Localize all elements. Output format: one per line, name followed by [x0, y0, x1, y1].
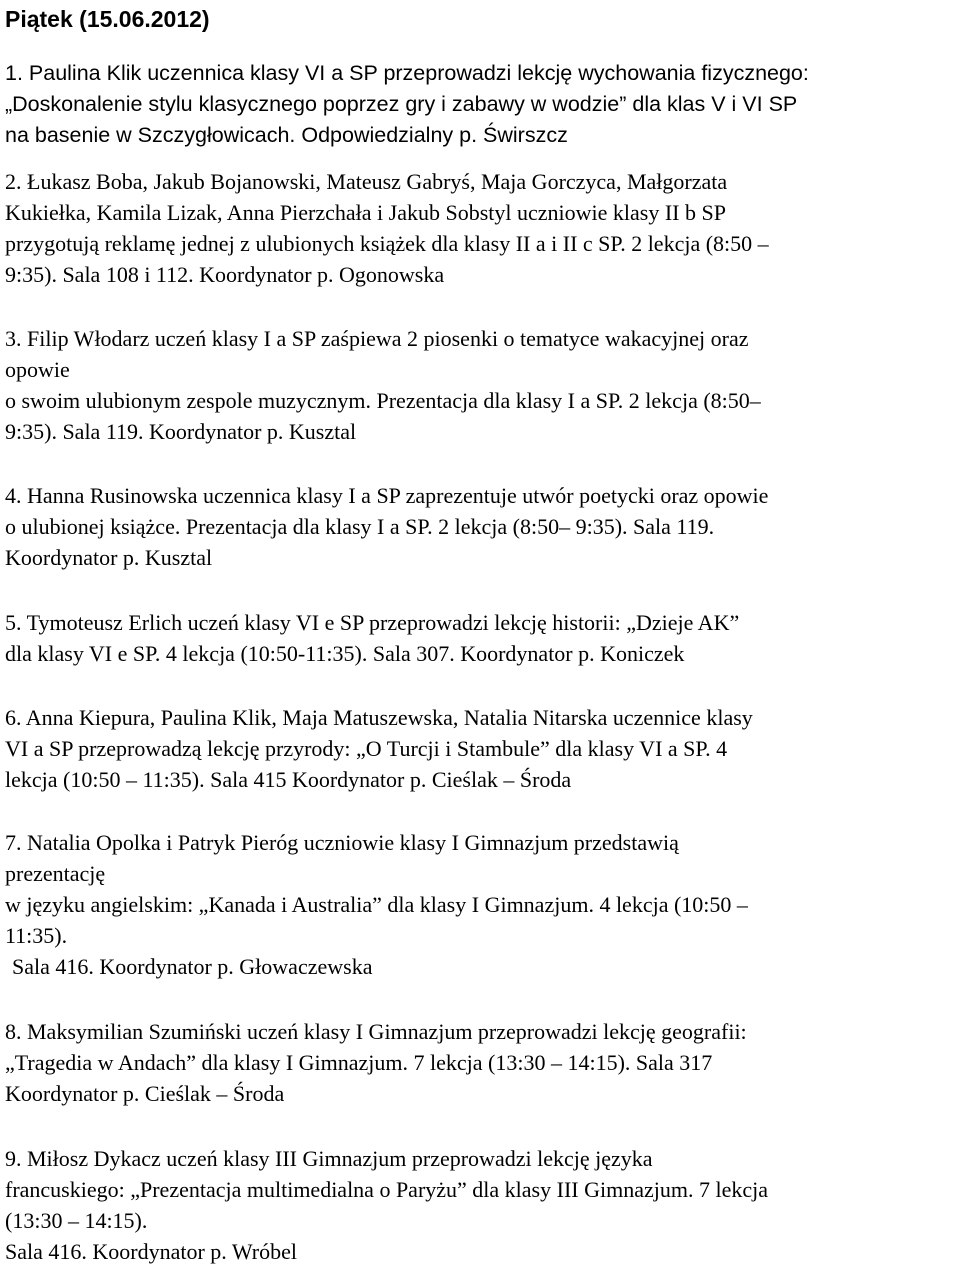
list-item-line: przygotują reklamę jednej z ulubionych książek dla klasy II a i II c SP. 2 lekcja (8:50 –: [5, 231, 769, 256]
list-item-line: 6. Anna Kiepura, Paulina Klik, Maja Matuszewska, Natalia Nitarska uczennice klasy: [5, 705, 753, 730]
list-item-line: 9:35). Sala 108 i 112. Koordynator p. Ogonowska: [5, 262, 445, 287]
list-item-line: Sala 416. Koordynator p. Wróbel: [5, 1239, 297, 1264]
list-item-5: [5, 607, 957, 669]
list-item-line: 4. Hanna Rusinowska uczennica klasy I a SP zaprezentuje utwór poetycki oraz opowie: [5, 483, 769, 508]
list-item-line: Koordynator p. Kusztal: [5, 545, 213, 570]
list-item-4: [5, 480, 957, 573]
list-item-1: [5, 58, 957, 151]
list-item-line: dla klasy VI e SP. 4 lekcja (10:50-11:35). Sala 307. Koordynator p. Koniczek: [5, 641, 685, 666]
list-item-7: [5, 827, 957, 982]
list-item-line: o ulubionej książce. Prezentacja dla klasy I a SP. 2 lekcja (8:50– 9:35). Sala 119.: [5, 514, 715, 539]
list-item-line: francuskiego: „Prezentacja multimedialna o Paryżu” dla klasy III Gimnazjum. 7 lekcja: [5, 1177, 768, 1202]
list-item-line: 5. Tymoteusz Erlich uczeń klasy VI e SP przeprowadzi lekcję historii: „Dzieje AK”: [5, 610, 740, 635]
list-item-line: w języku angielskim: „Kanada i Australia” dla klasy I Gimnazjum. 4 lekcja (10:50 –: [5, 892, 748, 917]
list-item-line: prezentację: [5, 861, 106, 886]
list-item-line: Koordynator p. Cieślak – Środa: [5, 1081, 285, 1106]
list-item-3: [5, 323, 957, 447]
list-item-line: na basenie w Szczygłowicach. Odpowiedzialny p. Świrszcz: [5, 123, 568, 147]
list-item-line: „Tragedia w Andach” dla klasy I Gimnazjum. 7 lekcja (13:30 – 14:15). Sala 317: [5, 1050, 713, 1075]
list-item-line: 2. Łukasz Boba, Jakub Bojanowski, Mateusz Gabryś, Maja Gorczyca, Małgorzata: [5, 169, 728, 194]
list-item-line: o swoim ulubionym zespole muzycznym. Prezentacja dla klasy I a SP. 2 lekcja (8:50–: [5, 388, 761, 413]
list-item-8: [5, 1016, 957, 1109]
list-item-line: 11:35).: [5, 923, 68, 948]
list-item-line: 7. Natalia Opolka i Patryk Pieróg uczniowie klasy I Gimnazjum przedstawią: [5, 830, 679, 855]
list-item-line: 9:35). Sala 119. Koordynator p. Kusztal: [5, 419, 357, 444]
list-item-6: [5, 702, 957, 795]
list-item-line: 3. Filip Włodarz uczeń klasy I a SP zaśpiewa 2 piosenki o tematyce wakacyjnej oraz: [5, 326, 749, 351]
list-item-line: 1. Paulina Klik uczennica klasy VI a SP przeprowadzi lekcję wychowania fizycznego:: [5, 61, 809, 85]
list-item-line: „Doskonalenie stylu klasycznego poprzez gry i zabawy w wodzie” dla klas V i VI SP: [5, 92, 798, 116]
list-item-line: lekcja (10:50 – 11:35). Sala 415 Koordynator p. Cieślak – Środa: [5, 767, 572, 792]
page-heading: Piątek (15.06.2012): [5, 6, 210, 32]
list-item-line: 8. Maksymilian Szumiński uczeń klasy I Gimnazjum przeprowadzi lekcję geografii:: [5, 1019, 747, 1044]
list-item-line: opowie: [5, 357, 70, 382]
list-item-line: VI a SP przeprowadzą lekcję przyrody: „O Turcji i Stambule” dla klasy VI a SP. 4: [5, 736, 728, 761]
list-item-2: [5, 166, 957, 290]
list-item-9: [5, 1143, 957, 1267]
list-item-line: Kukiełka, Kamila Lizak, Anna Pierzchała i Jakub Sobstyl uczniowie klasy II b SP: [5, 200, 726, 225]
list-item-line: (13:30 – 14:15).: [5, 1208, 148, 1233]
list-item-line: Sala 416. Koordynator p. Głowaczewska: [12, 954, 373, 979]
list-item-line: 9. Miłosz Dykacz uczeń klasy III Gimnazjum przeprowadzi lekcję języka: [5, 1146, 653, 1171]
